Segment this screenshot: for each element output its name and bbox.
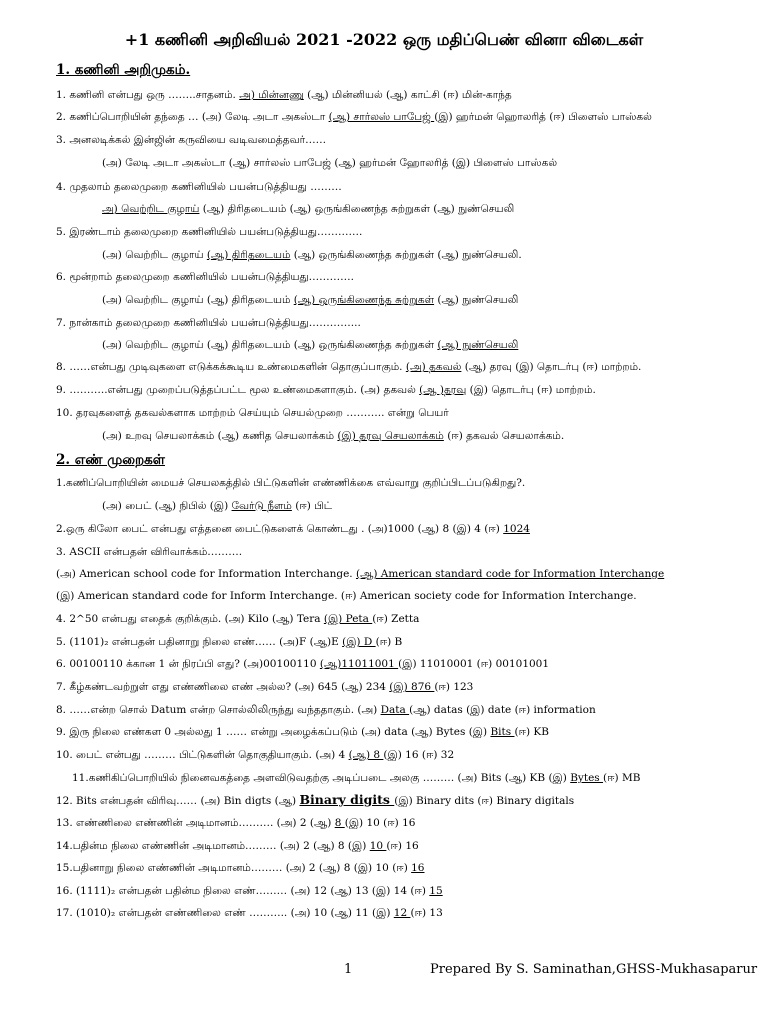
number-question-3: 3. ASCII என்பதன் விரிவாக்கம்……….: [56, 546, 243, 558]
number-question-3-options-2: (இ) American standard code for Inform Interchange. (ஈ) American society code for Information Interchange.: [56, 590, 637, 602]
number-question-2: 2.ஒரு கிலோ பைட் என்பது எத்தனை பைட்டுகளைக் கொண்டது . (அ)1000 (ஆ) 8 (இ) 4 (ஈ) 1024: [56, 523, 530, 535]
number-question-11: 11.கணிகிப்பொறியில் நினைவகத்தை அளவிடுவதற்கு அடிப்படை அலகு ……… (அ) Bits (ஆ) KB (இ) Bytes (ஈ) MB: [72, 772, 641, 784]
question-3-options: (அ) லேடி அடா அகஸ்டா (ஆ) சார்லஸ் பாபேஜ் (ஆ) ஹர்மன் ஹோலரித் (இ) பிளைஸ் பாஸ்கல்: [102, 157, 558, 169]
page-title: +1 கணினி அறிவியல் 2021 -2022 ஒரு மதிப்பெண் வினா விடைகள்: [124, 30, 644, 49]
number-question-3-options: (அ) American school code for Information Interchange. (ஆ) American standard code for Information Interchange: [56, 568, 665, 580]
number-question-16: 16. (1111)₂ என்பதன் பதின்ம நிலை எண்……… (அ) 12 (ஆ) 13 (இ) 14 (ஈ) 15: [56, 885, 443, 897]
question-5-options: (அ) வெற்றிட குழாய் (ஆ) திரிதடையம் (ஆ) ஒருங்கிணைந்த சுற்றுகள் (ஆ) நுண்செயலி.: [102, 249, 522, 261]
number-question-4: 4. 2^50 என்பது எதைக் குறிக்கும். (அ) Kilo (ஆ) Tera (இ) Peta (ஈ) Zetta: [56, 613, 420, 625]
section-heading-intro: 1. கணினி அறிமுகம்.: [56, 62, 191, 78]
question-7: 7. நான்காம் தலைமுறை கணினியில் பயன்படுத்தியது…………...: [56, 317, 361, 329]
question-10: 10. தரவுகளைத் தகவல்களாக மாற்றம் செய்யும் செயல்முறை ……….. என்று பெயர்: [56, 407, 449, 419]
number-question-12: 12. Bits என்பதன் விரிவு…… (அ) Bin digts (ஆ) Binary digits (இ) Binary dits (ஈ) Binary digitals: [56, 792, 575, 807]
question-3: 3. அனலடிக்கல் இன்ஜின் கருவியை வடிவமைத்தவர்……: [56, 134, 327, 146]
number-question-1: 1.கணிப்பொறியின் மையச் செயலகத்தில் பிட்டுகளின் எண்ணிக்கை எவ்வாறு குறிப்பிடப்படுகிறது?.: [56, 477, 526, 489]
number-question-17: 17. (1010)₂ என்பதன் எண்ணிலை எண் ……….. (அ) 10 (ஆ) 11 (இ) 12 (ஈ) 13: [56, 907, 443, 919]
author-credit: Prepared By S. Saminathan,GHSS-Mukhasaparur: [430, 962, 758, 977]
question-2: 2. கணிப்பொறியின் தந்தை … (அ) லேடி அடா அகஸ்டா (ஆ) சார்லஸ் பாபேஜ் (இ) ஹர்மன் ஹொலரித் (ஈ) பிளைஸ் பாஸ்கல்: [56, 111, 652, 123]
question-5: 5. இரண்டாம் தலைமுறை கணினியில் பயன்படுத்தியது………….: [56, 226, 363, 238]
page-number: 1: [344, 962, 353, 977]
number-question-1-options: (அ) பைட் (ஆ) நிபில் (இ) வேர்டு நீளம் (ஈ) பிட்: [102, 500, 333, 512]
number-question-5: 5. (1101)₂ என்பதன் பதினாறு நிலை எண்…… (அ)F (ஆ)E (இ) D (ஈ) B: [56, 636, 403, 648]
number-question-7: 7. கீழ்கண்டவற்றுள் எது எண்ணிலை எண் அல்ல? (அ) 645 (ஆ) 234 (இ) 876 (ஈ) 123: [56, 681, 474, 693]
question-1: 1. கணினி என்பது ஒரு ……..சாதனம். அ) மின்னணு (ஆ) மின்னியல் (ஆ) காட்சி (ஈ) மின்-காந்த: [56, 89, 512, 101]
question-4-options: அ) வெற்றிட குழாய் (ஆ) திரிதடையம் (ஆ) ஒருங்கிணைந்த சுற்றுகள் (ஆ) நுண்செயலி: [102, 203, 515, 215]
number-question-6: 6. 00100110 க்கான 1 ன் நிரப்பி எது? (அ)00100110 (ஆ)11011001 (இ) 11010001 (ஈ) 00101001: [56, 658, 550, 670]
number-question-15: 15.பதினாறு நிலை எண்ணின் அடிமானம்……… (அ) 2 (ஆ) 8 (இ) 10 (ஈ) 16: [56, 862, 425, 874]
question-8: 8. ……என்பது முடிவுகளை எடுக்கக்கூடிய உண்மைகளின் தொகுப்பாகும். (அ) தகவல் (ஆ) தரவு (இ) தொடர்பு (ஈ) மாற்றம்.: [56, 361, 642, 373]
number-question-9: 9. இரு நிலை எண்கள 0 அல்லது 1 …… என்று அழைக்கப்படும் (அ) data (ஆ) Bytes (இ) Bits (ஈ) KB: [56, 726, 549, 738]
question-6: 6. மூன்றாம் தலைமுறை கணினியில் பயன்படுத்தியது………….: [56, 271, 354, 283]
question-4: 4. முதலாம் தலைமுறை கணினியில் பயன்படுத்தியது ………: [56, 181, 342, 193]
number-question-14: 14.பதின்ம நிலை எண்ணின் அடிமானம்……… (அ) 2 (ஆ) 8 (இ) 10 (ஈ) 16: [56, 840, 419, 852]
number-question-13: 13. எண்ணிலை எண்ணின் அடிமானம்………. (அ) 2 (ஆ) 8 (இ) 10 (ஈ) 16: [56, 817, 416, 829]
question-9: 9. ………..என்பது முறைப்படுத்தப்பட்ட மூல உண்மைகளாகும். (அ) தகவல் (ஆ )தரவு (இ) தொடர்பு (ஈ) மாற்றம்.: [56, 384, 596, 396]
question-7-options: (அ) வெற்றிட குழாய் (ஆ) திரிதடையம் (ஆ) ஒருங்கிணைந்த சுற்றுகள் (ஆ) நுண்செயலி: [102, 339, 519, 351]
section-heading-number-systems: 2. எண் முறைகள்: [56, 452, 165, 468]
question-10-options: (அ) உறவு செயலாக்கம் (ஆ) கணித செயலாக்கம் (இ) தரவு செயலாக்கம் (ஈ) தகவல் செயலாக்கம்.: [102, 430, 565, 442]
number-question-10: 10. பைட் என்பது ……… பிட்டுகளின் தொகுதியாகும். (அ) 4 (ஆ) 8 (இ) 16 (ஈ) 32: [56, 749, 455, 761]
number-question-8: 8. ……என்ற சொல் Datum என்ற சொல்லிலிருந்து வந்ததாகும். (அ) Data (ஆ) datas (இ) date (ஈ) information: [56, 704, 596, 716]
question-6-options: (அ) வெற்றிட குழாய் (ஆ) திரிதடையம் (ஆ) ஒருங்கிணைந்த சுற்றுகள் (ஆ) நுண்செயலி: [102, 294, 519, 306]
